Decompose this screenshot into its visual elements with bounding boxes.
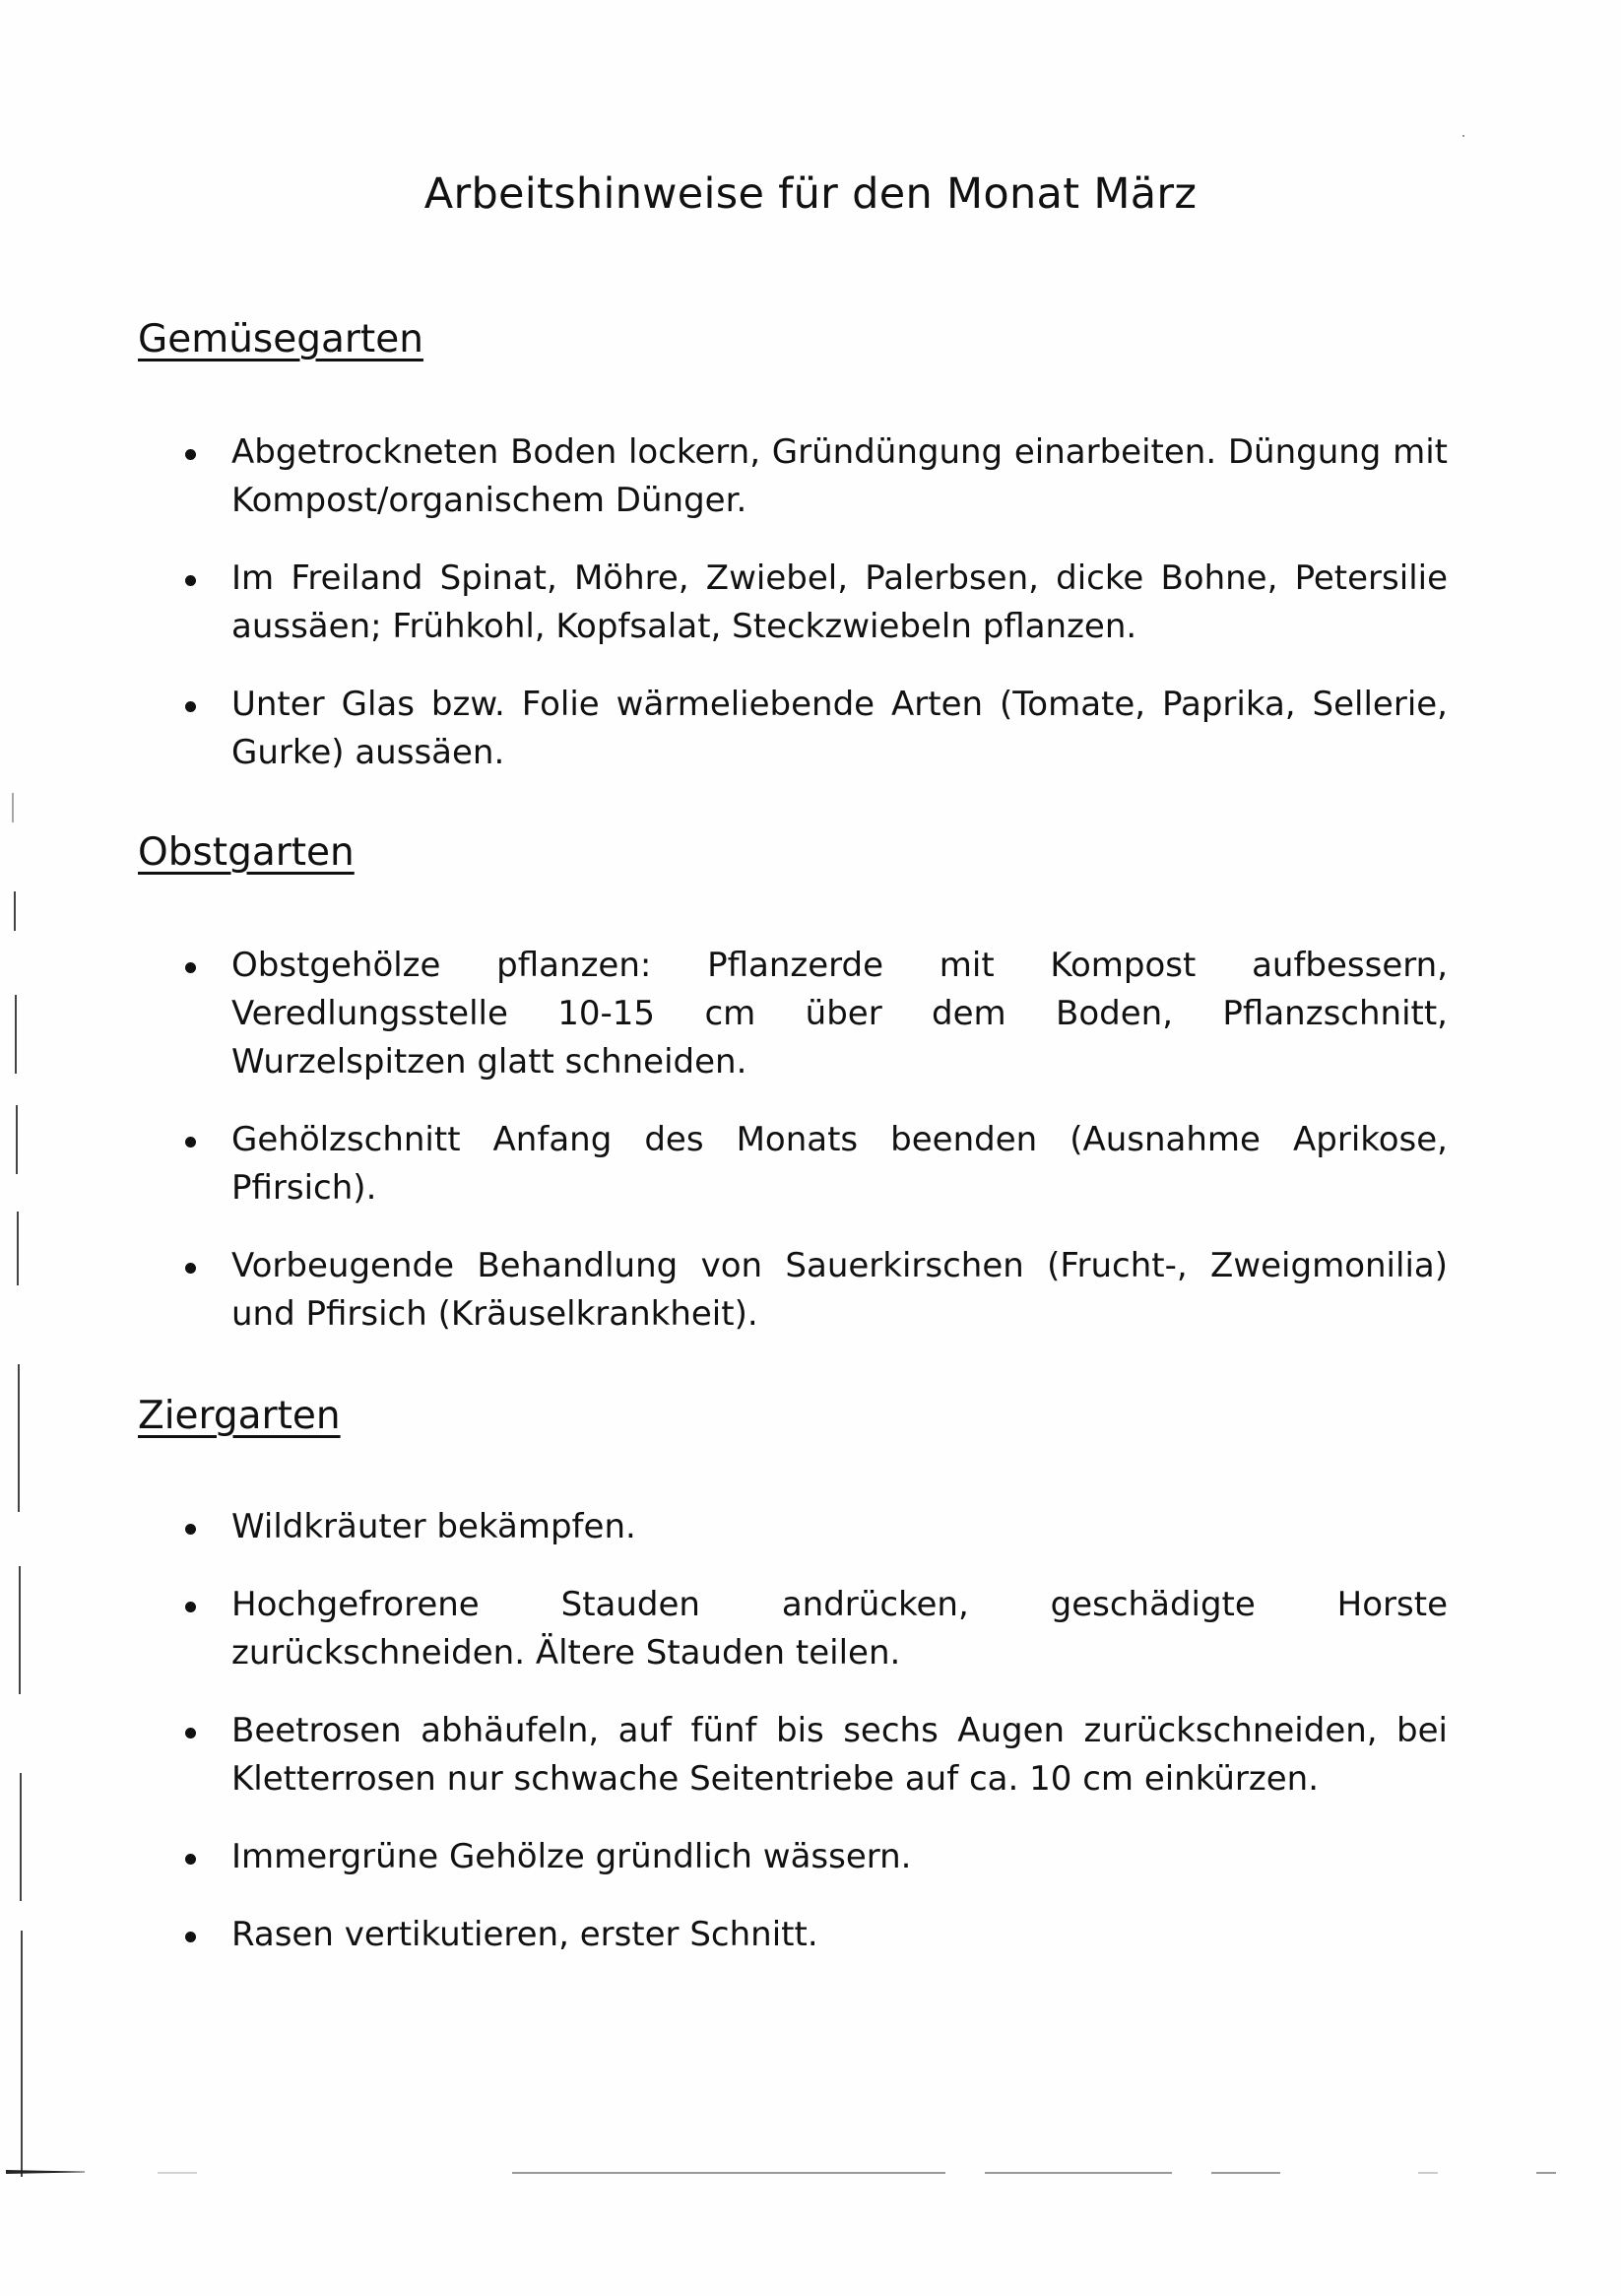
section-heading-gemuesegarten: Gemüsegarten: [138, 317, 423, 361]
bullet-icon: [185, 1932, 196, 1942]
list-item: [177, 1116, 1448, 1213]
list-item: [177, 555, 1448, 651]
scan-artifact: [20, 1773, 22, 1901]
scan-artifact: [12, 793, 14, 822]
section-heading-ziergarten: Ziergarten: [138, 1394, 341, 1438]
bullet-icon: [185, 449, 196, 460]
scan-artifact: [17, 1212, 19, 1285]
scan-artifact: [19, 1566, 21, 1694]
list-item-text: Rasen vertikutieren, erster Schnitt.: [231, 1915, 818, 1954]
list-item: [177, 1581, 1448, 1677]
list-item: [177, 1833, 1448, 1881]
list-item-text: Abgetrockneten Boden lockern, Gründüngung einarbeiten. Düngung mit Kompost/organischem Dünger.: [231, 432, 1448, 520]
bullet-icon: [185, 962, 196, 973]
bullet-icon: [185, 1602, 196, 1612]
list-item-text: Im Freiland Spinat, Möhre, Zwiebel, Palerbsen, dicke Bohne, Petersilie aussäen; Frühkohl, Kopfsalat, Steckzwiebeln pflanzen.: [231, 558, 1448, 646]
list-item: [177, 942, 1448, 1086]
list-item: [177, 1911, 1448, 1959]
scan-artifact: [15, 995, 17, 1074]
bullet-icon: [185, 1137, 196, 1148]
list-item-text: Wildkräuter bekämpfen.: [231, 1507, 636, 1546]
bullet-icon: [185, 701, 196, 712]
scan-artifact: [512, 2172, 945, 2174]
bullet-icon: [185, 1524, 196, 1535]
list-item-text: Gehölzschnitt Anfang des Monats beenden (Ausnahme Aprikose, Pfirsich).: [231, 1120, 1448, 1208]
bullet-icon: [185, 1728, 196, 1738]
list-item: [177, 1242, 1448, 1339]
list-obstgarten: [177, 942, 1448, 1339]
scan-artifact: [1462, 135, 1464, 137]
page-title: Arbeitshinweise für den Monat März: [423, 169, 1198, 219]
bullet-icon: [185, 1854, 196, 1865]
list-item-text: Beetrosen abhäufeln, auf fünf bis sechs Augen zurückschneiden, bei Kletterrosen nur schwache Seitentriebe auf ca. 10 cm einkürzen.: [231, 1711, 1448, 1799]
bullet-icon: [185, 575, 196, 586]
scan-artifact: [16, 1105, 18, 1174]
bullet-icon: [185, 1263, 196, 1274]
list-item-text: Unter Glas bzw. Folie wärmeliebende Arten (Tomate, Paprika, Sellerie, Gurke) aussäen.: [231, 685, 1448, 772]
scan-artifact: [158, 2172, 197, 2174]
list-item: [177, 1503, 1448, 1551]
section-heading-obstgarten: Obstgarten: [138, 830, 355, 875]
scan-artifact: [18, 1364, 20, 1512]
scan-artifact: [1418, 2172, 1438, 2174]
scan-artifact: [1536, 2172, 1556, 2174]
list-item-text: Obstgehölze pflanzen: Pflanzerde mit Kompost aufbessern, Veredlungsstelle 10-15 cm über dem Boden, Pflanzschnitt, Wurzelspitzen glatt schneiden.: [231, 946, 1448, 1082]
list-item: [177, 681, 1448, 777]
list-item: [177, 1707, 1448, 1804]
list-item-text: Hochgefrorene Stauden andrücken, geschädigte Horste zurückschneiden. Ältere Stauden teilen.: [231, 1585, 1448, 1673]
scan-artifact: [14, 891, 16, 931]
scan-artifact: [6, 2170, 85, 2174]
list-item-text: Vorbeugende Behandlung von Sauerkirschen (Frucht-, Zweigmonilia) und Pfirsich (Kräuselkrankheit).: [231, 1246, 1448, 1334]
scan-artifact: [1211, 2172, 1280, 2174]
list-ziergarten: [177, 1503, 1448, 1959]
scan-artifact: [985, 2172, 1172, 2174]
list-gemuesegarten: [177, 428, 1448, 777]
list-item-text: Immergrüne Gehölze gründlich wässern.: [231, 1837, 912, 1876]
list-item: [177, 428, 1448, 525]
scan-artifact: [21, 1931, 23, 2177]
